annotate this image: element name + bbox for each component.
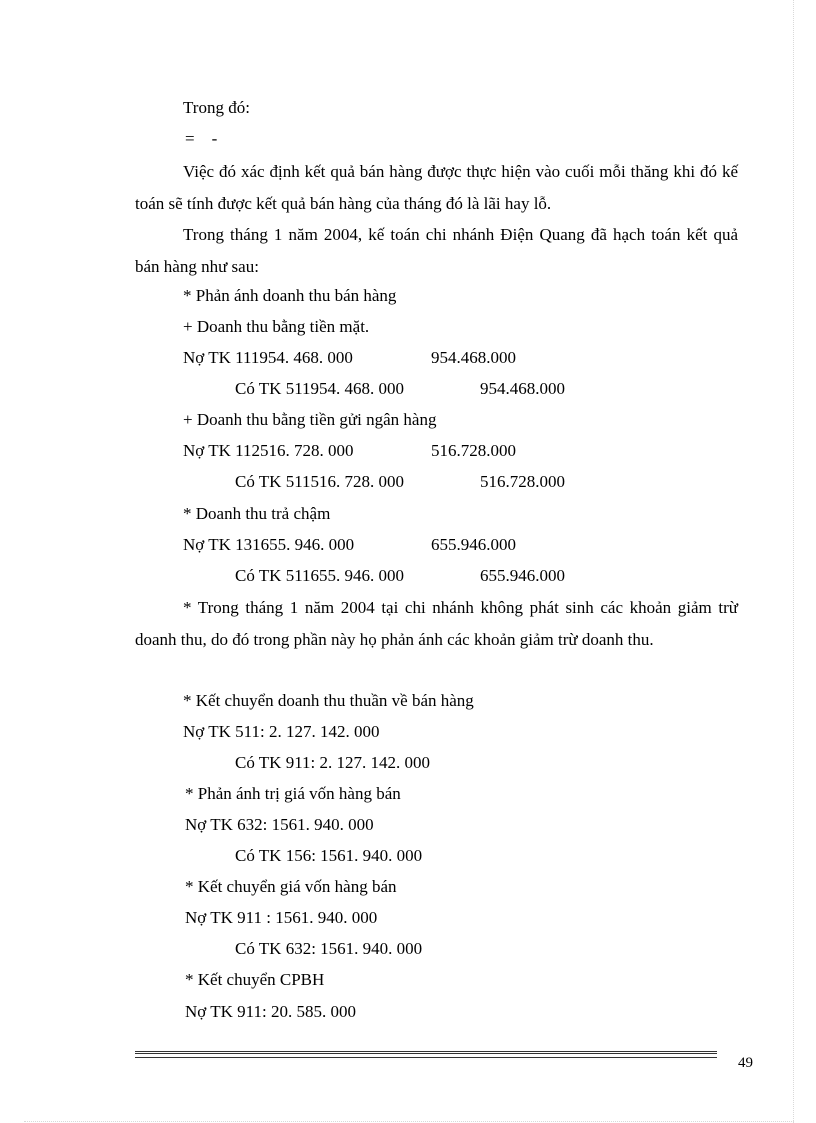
net-debit-entry: Nợ TK 511: 2. 127. 142. 000 <box>183 722 380 741</box>
deferred-revenue-label: * Doanh thu trả chậm <box>183 504 331 523</box>
cash-credit-entry: Có TK 511954. 468. 000 <box>235 379 405 398</box>
page-edge-right <box>793 0 794 1123</box>
heading-net-revenue: * Kết chuyển doanh thu thuần về bán hàng <box>183 691 474 710</box>
cash-revenue-label: + Doanh thu bằng tiền mặt. <box>183 317 370 336</box>
heading-cogs-transfer: * Kết chuyển giá vốn hàng bán <box>185 877 397 896</box>
deferred-debit-entry: Nợ TK 131655. 946. 000 <box>183 535 355 554</box>
deferred-credit-amount: 655.946.000 <box>480 566 565 585</box>
cogs-credit-entry: Có TK 156: 1561. 940. 000 <box>235 846 423 865</box>
net-credit-entry: Có TK 911: 2. 127. 142. 000 <box>235 753 431 772</box>
cash-debit-entry: Nợ TK 111954. 468. 000 <box>183 348 353 367</box>
cogs-transfer-credit-entry: Có TK 632: 1561. 940. 000 <box>235 939 423 958</box>
bank-debit-entry: Nợ TK 112516. 728. 000 <box>183 441 354 460</box>
heading-cogs: * Phản ánh trị giá vốn hàng bán <box>185 784 401 803</box>
cogs-transfer-debit-entry: Nợ TK 911 : 1561. 940. 000 <box>185 908 378 927</box>
paragraph-january-accounting: Trong tháng 1 năm 2004, kế toán chi nhánh Điện Quang đã hạch toán kết quả bán hàng như sau: <box>135 225 738 276</box>
footer-rule <box>135 1051 717 1058</box>
bank-credit-amount: 516.728.000 <box>480 472 565 491</box>
paragraph-result-determination: Việc đó xác định kết quả bán hàng được thực hiện vào cuối mỗi thăng khi đó kế toán sẽ tính được kết quả bán hàng của tháng đó là lãi hay lỗ. <box>135 162 738 213</box>
selling-expense-debit-entry: Nợ TK 911: 20. 585. 000 <box>185 1002 356 1021</box>
cogs-debit-entry: Nợ TK 632: 1561. 940. 000 <box>185 815 374 834</box>
bank-revenue-label: + Doanh thu bằng tiền gửi ngân hàng <box>183 410 437 429</box>
bank-credit-entry: Có TK 511516. 728. 000 <box>235 472 405 491</box>
cash-debit-amount: 954.468.000 <box>431 348 516 367</box>
formula-line: = - <box>185 129 218 148</box>
deferred-credit-entry: Có TK 511655. 946. 000 <box>235 566 405 585</box>
paragraph-no-deductions: * Trong tháng 1 năm 2004 tại chi nhánh không phát sinh các khoản giảm trừ doanh thu, do đó trong phần này họ phản ánh các khoản giảm trừ doanh thu. <box>135 598 738 649</box>
heading-selling-expense: * Kết chuyển CPBH <box>185 970 325 989</box>
intro-label: Trong đó: <box>183 98 250 117</box>
heading-revenue: * Phản ánh doanh thu bán hàng <box>183 286 397 305</box>
page-number: 49 <box>738 1055 753 1071</box>
deferred-debit-amount: 655.946.000 <box>431 535 516 554</box>
page-edge-bottom <box>24 1121 794 1122</box>
bank-debit-amount: 516.728.000 <box>431 441 516 460</box>
cash-credit-amount: 954.468.000 <box>480 379 565 398</box>
